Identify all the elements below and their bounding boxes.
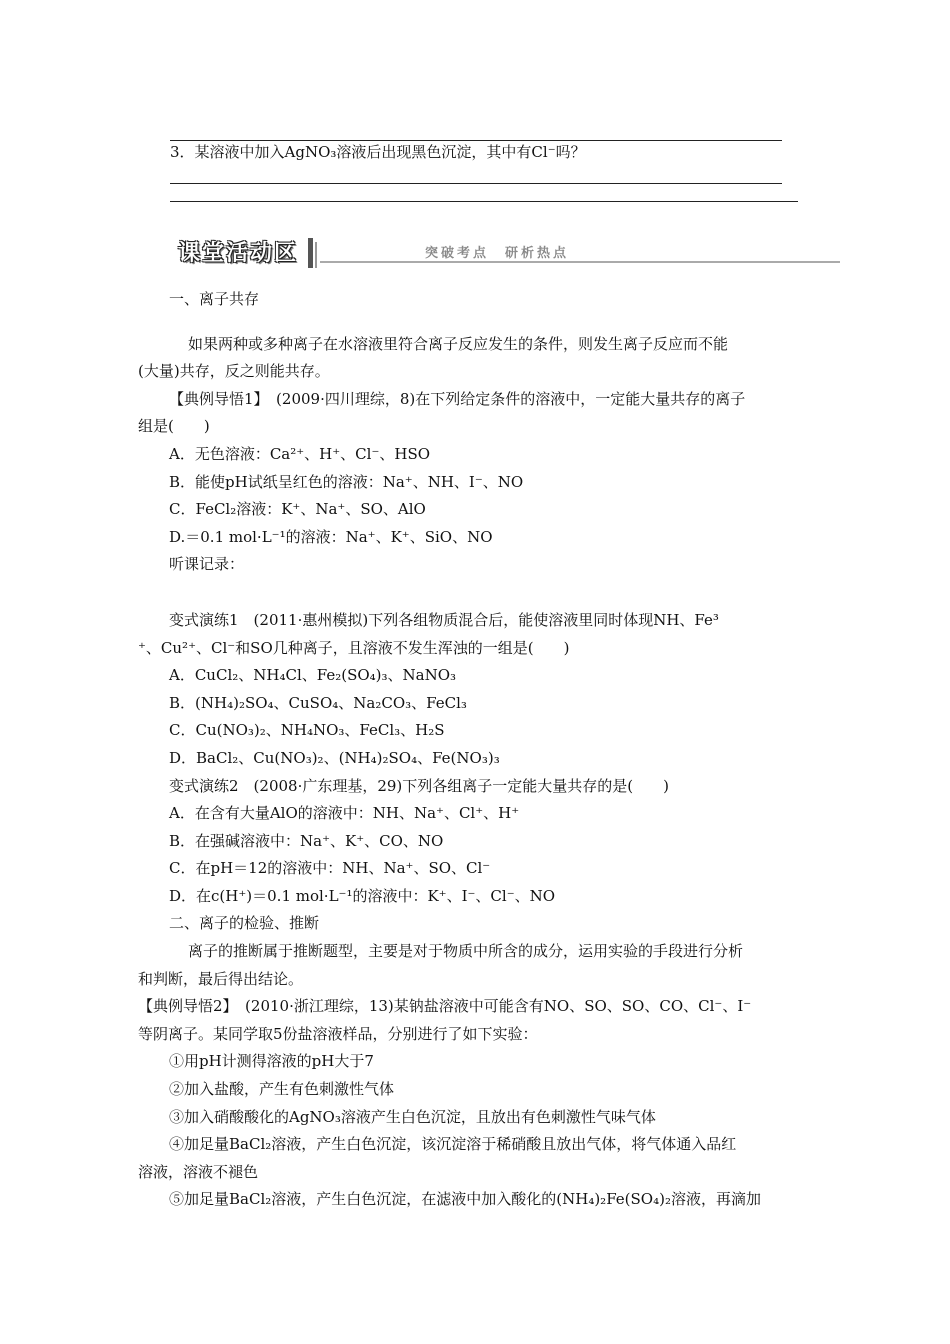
option-c: C．FeCl₂溶液：K⁺、Na⁺、SO、AlO [169,500,426,519]
section-heading: 一、离子共存 [169,290,260,308]
paragraph-line: 和判断，最后得出结论。 [138,969,304,988]
option-d: D.＝0.1 mol·L⁻¹的溶液：Na⁺、K⁺、SiO、NO [169,527,493,546]
option-b: B．能使pH试纸呈红色的溶液：Na⁺、NH、I⁻、NO [169,472,524,491]
answer-line [170,201,798,202]
practice-heading: 变式演练1 (2011·惠州模拟)下列各组物质混合后，能使溶液里同时体现NH、Fe³ [169,610,719,629]
paragraph-line: (大量)共存，反之则能共存。 [138,362,330,381]
section-banner [170,234,840,274]
example-heading: 【典例导悟1】 (2009·四川理综，8)在下列给定条件的溶液中，一定能大量共存的离子 [169,389,746,408]
paragraph-line: 等阴离子。某同学取5份盐溶液样品，分别进行了如下实验： [138,1024,538,1043]
example-heading: 【典例导悟2】 (2010·浙江理综，13)某钠盐溶液中可能含有NO、SO、SO、CO、Cl⁻、I⁻ [138,997,752,1016]
option-a: A．无色溶液：Ca²⁺、H⁺、Cl⁻、HSO [169,444,431,463]
option-c: C．在pH＝12的溶液中：NH、Na⁺、SO、Cl⁻ [169,859,491,878]
banner-subtitle: 突破考点 研析热点 [425,246,570,261]
question-3: 3．某溶液中加入AgNO₃溶液后出现黑色沉淀，其中有Cl⁻吗？ [170,143,586,161]
option-d: D．在c(H⁺)＝0.1 mol·L⁻¹的溶液中：K⁺、I⁻、Cl⁻、NO [169,886,556,905]
step-5: ⑤加足量BaCl₂溶液，产生白色沉淀，在滤液中加入酸化的(NH₄)₂Fe(SO₄)₂溶液，再滴加 [169,1190,761,1209]
step-2: ②加入盐酸，产生有色刺激性气体 [169,1080,395,1099]
section-heading: 二、离子的检验、推断 [169,914,320,933]
answer-line [170,183,782,184]
option-a: A．在含有大量AlO的溶液中：NH、Na⁺、Cl⁺、H⁺ [169,804,520,823]
option-a: A．CuCl₂、NH₄Cl、Fe₂(SO₄)₃、NaNO₃ [169,666,457,685]
paragraph-line: ⁺、Cu²⁺、Cl⁻和SO几种离子，且溶液不发生浑浊的一组是( ) [138,638,570,657]
paragraph-line: 离子的推断属于推断题型，主要是对于物质中所含的成分，运用实验的手段进行分析 [188,942,744,961]
banner-title: 课堂活动区 [178,241,299,266]
document-body [138,286,818,1214]
banner-divider-thin [315,242,317,268]
step-3: ③加入硝酸酸化的AgNO₃溶液产生白色沉淀，且放出有色刺激性气味气体 [169,1107,656,1126]
step-1: ①用pH计测得溶液的pH大于7 [169,1052,374,1071]
banner-rule [320,261,840,263]
answer-line [170,140,782,141]
notes-space [138,579,818,607]
option-b: B．在强碱溶液中：Na⁺、K⁺、CO、NO [169,831,444,850]
step-4-continued: 溶液，溶液不褪色 [138,1162,259,1181]
notes-label: 听课记录： [169,555,245,574]
step-4: ④加足量BaCl₂溶液，产生白色沉淀，该沉淀溶于稀硝酸且放出气体，将气体通入品红 [169,1135,737,1154]
practice-heading: 变式演练2 (2008·广东理基，29)下列各组离子一定能大量共存的是( ) [169,776,669,795]
option-d: D．BaCl₂、Cu(NO₃)₂、(NH₄)₂SO₄、Fe(NO₃)₃ [169,748,500,767]
option-b: B．(NH₄)₂SO₄、CuSO₄、Na₂CO₃、FeCl₃ [169,693,467,712]
banner-divider [308,238,313,268]
paragraph-line: 组是( ) [138,417,210,436]
paragraph-line: 如果两种或多种离子在水溶液里符合离子反应发生的条件，则发生离子反应而不能 [188,334,729,353]
option-c: C．Cu(NO₃)₂、NH₄NO₃、FeCl₃、H₂S [169,721,445,740]
